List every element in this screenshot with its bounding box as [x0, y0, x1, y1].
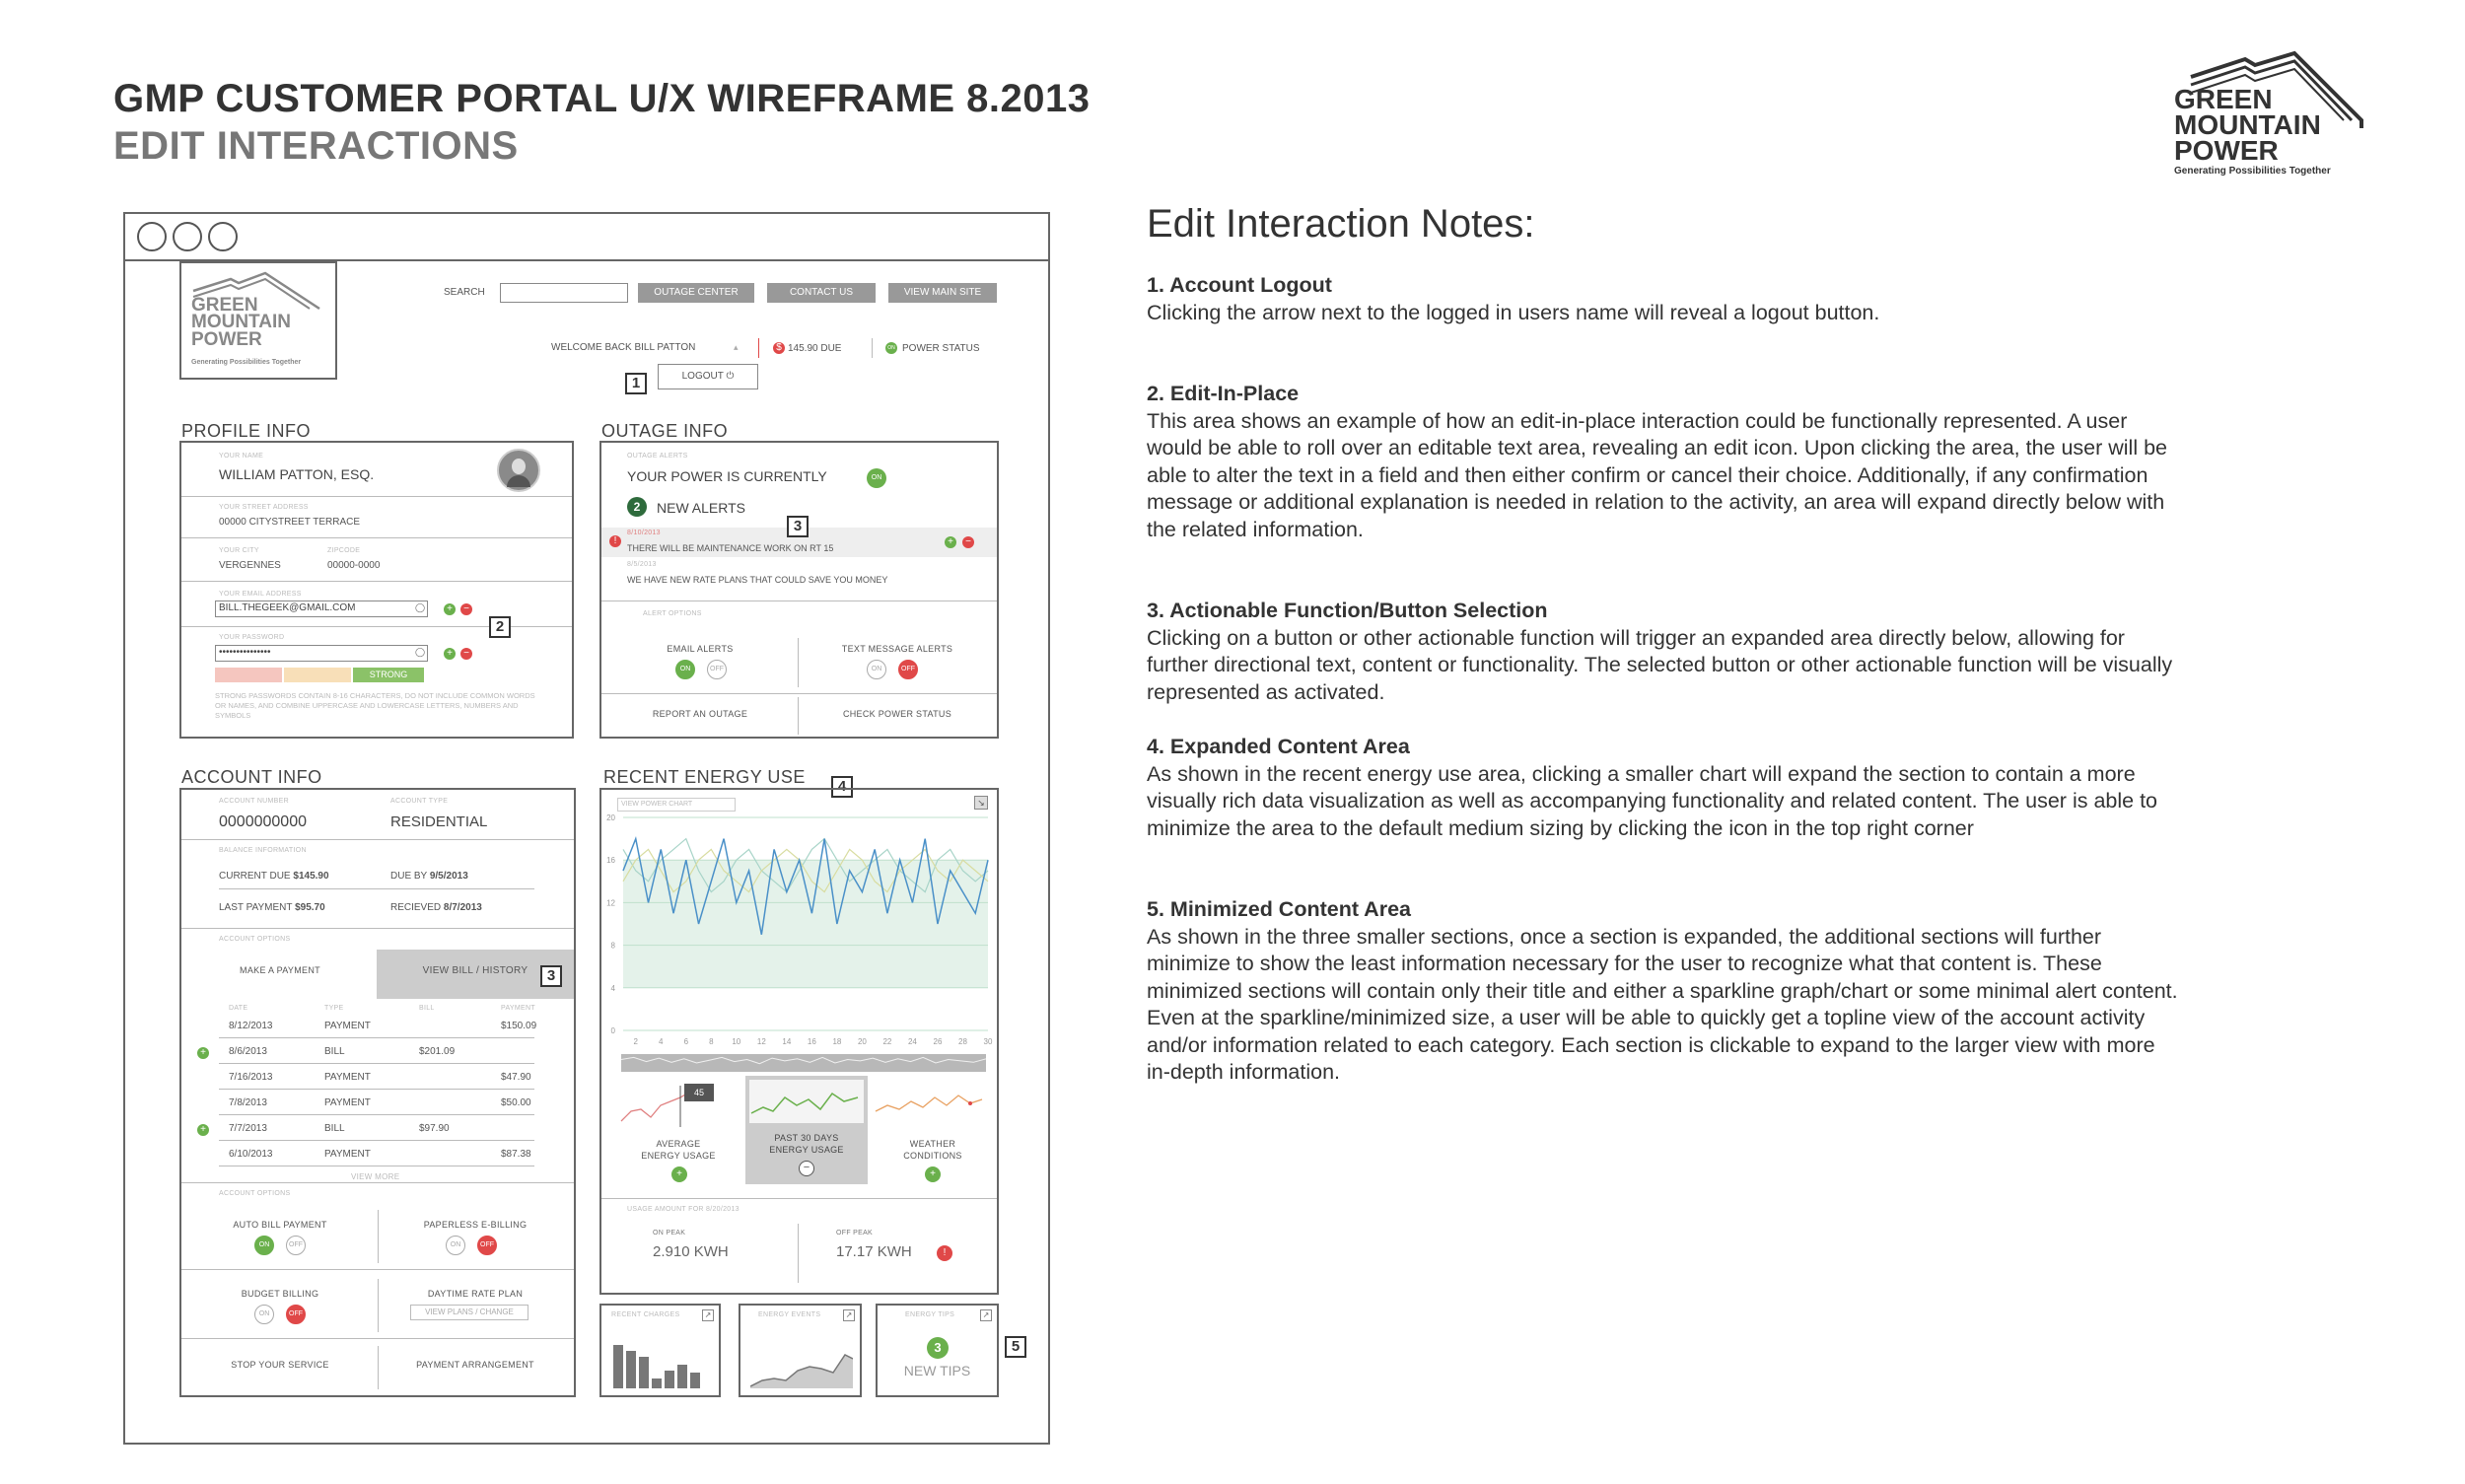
marker-3b: 3 [540, 965, 562, 987]
cancel-icon[interactable]: − [460, 603, 472, 615]
table-row-date: 6/10/2013 [229, 1149, 273, 1160]
past-30-days-tab[interactable] [745, 1076, 868, 1184]
table-row-payment: $50.00 [501, 1097, 531, 1108]
marker-4: 4 [831, 776, 853, 798]
note-title: 1. Account Logout [1147, 273, 1332, 297]
strength-bar-medium [284, 668, 351, 682]
on-peak-value: 2.910 KWH [653, 1243, 729, 1260]
note-body: As shown in the recent energy use area, clicking a smaller chart will expand the section to contain a more visually rich data visualization as well as accompanying functionality and related content. The user is able to minimize the area to the default medium sizing by clicking the icon in the top right corner [1147, 761, 2157, 840]
divider [758, 338, 759, 358]
search-label: SEARCH [444, 287, 485, 298]
email-alerts-off-toggle[interactable]: OFF [707, 660, 727, 679]
paperless-on-toggle[interactable]: ON [446, 1236, 465, 1255]
power-status-link[interactable]: POWER STATUS [902, 343, 980, 354]
due-by-value: 9/5/2013 [429, 871, 468, 882]
daytime-rate-label: DAYTIME RATE PLAN [427, 1289, 524, 1299]
col-type: TYPE [324, 1005, 344, 1012]
note-title: 5. Minimized Content Area [1147, 897, 1411, 921]
outage-section-title: OUTAGE INFO [601, 421, 729, 441]
weather-label-2: CONDITIONS [903, 1151, 962, 1161]
expand-icon[interactable]: + [671, 1166, 687, 1182]
outage-panel [599, 441, 999, 739]
password-label: YOUR PASSWORD [219, 634, 285, 641]
site-logo-line-2: MOUNTAIN [191, 312, 291, 333]
x-tick-label: 20 [857, 1037, 867, 1046]
due-amount[interactable]: 145.90 DUE [788, 343, 842, 354]
recent-charges-label: RECENT CHARGES [611, 1311, 680, 1318]
minimize-icon[interactable]: ↘ [974, 796, 988, 810]
energy-events-area-chart [750, 1351, 853, 1390]
email-value: BILL.THEGEEK@GMAIL.COM [219, 602, 356, 613]
off-peak-label: OFF PEAK [836, 1230, 874, 1237]
text-alerts-off-toggle[interactable]: OFF [898, 660, 918, 679]
marker-5: 5 [1005, 1336, 1026, 1358]
chart-range-slider[interactable] [621, 1054, 986, 1072]
page-title: GMP CUSTOMER PORTAL U/X WIREFRAME 8.2013 [113, 77, 1091, 120]
alert-icon: ! [609, 535, 621, 547]
make-payment-button[interactable]: MAKE A PAYMENT [240, 965, 320, 975]
note-expanded-content [1147, 734, 2182, 842]
table-row-bill: $97.90 [419, 1123, 450, 1134]
col-payment: PAYMENT [501, 1005, 535, 1012]
confirm-icon[interactable]: + [444, 648, 456, 660]
expand-corner-icon[interactable]: ↗ [980, 1309, 992, 1321]
cancel-icon[interactable]: − [460, 648, 472, 660]
edit-icon[interactable]: ◯ [415, 602, 426, 612]
expand-icon[interactable]: + [925, 1166, 941, 1182]
average-label-2: ENERGY USAGE [641, 1151, 716, 1161]
energy-line-chart[interactable] [601, 812, 997, 1048]
past-label-1: PAST 30 DAYS [774, 1133, 839, 1143]
strength-bar-weak [215, 668, 282, 682]
password-field[interactable] [215, 645, 428, 662]
paperless-label: PAPERLESS E-BILLING [423, 1220, 528, 1230]
account-section-title: ACCOUNT INFO [181, 767, 322, 787]
due-by-row [390, 871, 468, 882]
power-on-icon: ON [885, 342, 897, 354]
alert-options-label: ALERT OPTIONS [643, 610, 702, 617]
y-tick-label: 4 [610, 983, 615, 993]
x-tick-label: 26 [933, 1037, 943, 1046]
y-tick-label: 8 [610, 941, 615, 951]
note-minimized-content [1147, 896, 2182, 1087]
email-alerts-on-toggle[interactable]: ON [675, 660, 695, 679]
check-power-status-button[interactable]: CHECK POWER STATUS [842, 709, 952, 719]
account-type: RESIDENTIAL [390, 813, 488, 830]
stop-service-button[interactable]: STOP YOUR SERVICE [231, 1360, 329, 1370]
text-alerts-label: TEXT MESSAGE ALERTS [841, 644, 953, 654]
site-logo[interactable] [179, 261, 337, 380]
city-value[interactable]: VERGENNES [219, 560, 281, 571]
site-logo-line-1: GREEN [191, 295, 258, 316]
auto-bill-off-toggle[interactable]: OFF [286, 1236, 306, 1255]
x-tick-label: 4 [659, 1037, 664, 1046]
name-label: YOUR NAME [219, 453, 264, 459]
x-tick-label: 14 [782, 1037, 792, 1046]
password-hint: STRONG PASSWORDS CONTAIN 8-16 CHARACTERS, DO NOT INCLUDE COMMON WORDS OR NAMES, AND COMBINE UPPERCASE AND LOWERCASE LETTERS, NUMBERS AND SYMBOLS [215, 691, 535, 720]
view-main-site-button[interactable]: VIEW MAIN SITE [888, 283, 997, 303]
account-type-label: ACCOUNT TYPE [390, 798, 449, 805]
view-more-link[interactable]: VIEW MORE [351, 1172, 400, 1181]
range-sparkline [621, 1054, 986, 1072]
table-row-bill: $201.09 [419, 1046, 456, 1057]
x-tick-label: 8 [709, 1037, 714, 1046]
table-row-date: 8/12/2013 [229, 1021, 273, 1031]
marker-3: 3 [787, 516, 809, 537]
chart-band [623, 860, 988, 988]
table-row-date: 8/6/2013 [229, 1046, 267, 1057]
energy-section-title: RECENT ENERGY USE [603, 767, 806, 787]
x-tick-label: 24 [907, 1037, 917, 1046]
payment-arrangement-button[interactable]: PAYMENT ARRANGEMENT [416, 1360, 534, 1370]
due-by-label: DUE BY [390, 871, 428, 882]
avatar-face-icon [512, 459, 526, 474]
note-edit-in-place [1147, 381, 2182, 543]
table-row-type: PAYMENT [324, 1072, 371, 1083]
report-outage-button[interactable]: REPORT AN OUTAGE [652, 709, 748, 719]
weather-sparkline [874, 1082, 992, 1131]
balance-label: BALANCE INFORMATION [219, 847, 307, 854]
note-body: This area shows an example of how an edit-in-place interaction could be functionally represented. A user would be able to roll over an editable text area, revealing an edit icon. Upon clicking the area, the user will be able to alter the text in a field and then either confirm or cancel their choice. Additionally, if any confirmation message or additional explanation is needed in relation to the activity, an area will expand directly below with the related information. [1147, 408, 2168, 541]
recent-charges-bar-chart [611, 1341, 710, 1390]
table-row-type: PAYMENT [324, 1097, 371, 1108]
power-status-text: YOUR POWER IS CURRENTLY [627, 468, 827, 484]
alert2-text[interactable]: WE HAVE NEW RATE PLANS THAT COULD SAVE YOU MONEY [627, 575, 888, 585]
corner-logo [2174, 49, 2371, 177]
expand-row-icon[interactable]: + [197, 1047, 209, 1059]
zip-label: ZIPCODE [327, 547, 361, 554]
logo-tagline: Generating Possibilities Together [2174, 166, 2331, 177]
notes-heading: Edit Interaction Notes: [1147, 202, 1535, 246]
new-alerts-text[interactable]: NEW ALERTS [657, 500, 745, 516]
last-payment-row [219, 902, 325, 913]
y-tick-label: 16 [606, 856, 615, 866]
x-tick-label: 16 [807, 1037, 816, 1046]
energy-tips-label: ENERGY TIPS [905, 1311, 955, 1318]
paperless-off-toggle[interactable]: OFF [477, 1236, 497, 1255]
average-usage-sparkline [619, 1082, 738, 1131]
past-label-2: ENERGY USAGE [769, 1145, 844, 1155]
note-title: 3. Actionable Function/Button Selection [1147, 599, 1548, 622]
power-off-icon: ⏻ [726, 371, 735, 382]
profile-panel [179, 441, 574, 739]
view-bill-history-label: VIEW BILL / HISTORY [422, 965, 528, 976]
account-options-label-2: ACCOUNT OPTIONS [219, 1190, 291, 1197]
account-number: 0000000000 [219, 813, 307, 830]
off-peak-value: 17.17 KWH [836, 1243, 912, 1260]
note-actionable-function [1147, 598, 2182, 706]
note-account-logout [1147, 272, 2182, 326]
expand-corner-icon[interactable]: ↗ [843, 1309, 855, 1321]
received-row [390, 902, 482, 913]
past-30-days-sparkline [749, 1080, 864, 1123]
current-due-value: $145.90 [293, 871, 329, 882]
name-value[interactable]: WILLIAM PATTON, ESQ. [219, 466, 375, 482]
table-row-date: 7/8/2013 [229, 1097, 267, 1108]
x-tick-label: 10 [732, 1037, 741, 1046]
window-button-icon[interactable] [173, 222, 202, 251]
recent-charges-mini[interactable] [599, 1304, 721, 1397]
collapse-icon[interactable]: − [799, 1161, 814, 1176]
x-tick-label: 22 [882, 1037, 892, 1046]
city-label: YOUR CITY [219, 547, 259, 554]
site-logo-line-3: POWER [191, 328, 262, 350]
last-payment-value: $95.70 [295, 902, 325, 913]
note-title: 4. Expanded Content Area [1147, 735, 1410, 758]
table-row-type: BILL [324, 1123, 345, 1134]
alert1-text[interactable]: THERE WILL BE MAINTENANCE WORK ON RT 15 [627, 543, 834, 553]
table-row-payment: $150.09 [501, 1021, 537, 1031]
profile-section-title: PROFILE INFO [181, 421, 312, 441]
energy-tips-mini[interactable] [876, 1304, 999, 1397]
new-tips-text: NEW TIPS [903, 1363, 971, 1378]
energy-events-mini[interactable] [739, 1304, 862, 1397]
x-tick-label: 18 [832, 1037, 842, 1046]
site-logo-tagline: Generating Possibilities Together [191, 359, 302, 366]
energy-events-label: ENERGY EVENTS [758, 1311, 821, 1318]
email-field[interactable] [215, 601, 428, 617]
tips-count-badge: 3 [927, 1337, 949, 1359]
table-row-payment: $47.90 [501, 1072, 531, 1083]
power-on-icon: ON [867, 468, 886, 488]
table-row-type: PAYMENT [324, 1149, 371, 1160]
logout-label: LOGOUT [681, 371, 724, 382]
table-row-type: PAYMENT [324, 1021, 371, 1031]
outage-center-button[interactable]: OUTAGE CENTER [638, 283, 754, 303]
auto-bill-label: AUTO BILL PAYMENT [233, 1220, 327, 1230]
expand-corner-icon[interactable]: ↗ [702, 1309, 714, 1321]
current-due-label: CURRENT DUE [219, 871, 291, 882]
email-label: YOUR EMAIL ADDRESS [219, 591, 302, 598]
window-button-icon[interactable] [137, 222, 167, 251]
avatar [497, 449, 540, 492]
alert1-date: 8/10/2013 [627, 530, 661, 536]
col-bill: BILL [419, 1005, 435, 1012]
note-body: As shown in the three smaller sections, once a section is expanded, the additional sections will further minimize to show the least information necessary for the user to recognize what that content is. These minimized sections will contain only their title and either a sparkline graph/chart or some minimal alert content. Even at the sparkline/minimized size, a user will be able to quickly get a topline view of the account activity and/or information related to each category. Each section is clickable to expand to the larger view with more in-depth information. [1147, 924, 2178, 1084]
confirm-icon[interactable]: + [945, 536, 956, 548]
wireframe-browser [123, 212, 1050, 1445]
browser-bar [125, 214, 1048, 261]
usage-amount-label: USAGE AMOUNT FOR 8/20/2013 [627, 1206, 740, 1213]
alert-count-badge: 2 [627, 497, 647, 517]
x-tick-label: 30 [983, 1037, 993, 1046]
col-date: DATE [229, 1005, 248, 1012]
budget-billing-label: BUDGET BILLING [241, 1289, 319, 1299]
note-body: Clicking on a button or other actionable function will trigger an expanded area directly below, allowing for further directional text, content or functionality. The selected button or other actionable function will be visually represented as activated. [1147, 625, 2173, 704]
zip-value[interactable]: 00000-0000 [327, 560, 381, 571]
current-due-row [219, 871, 329, 882]
view-plans-button[interactable]: VIEW PLANS / CHANGE [410, 1305, 528, 1320]
divider [872, 338, 873, 358]
energy-panel [599, 788, 999, 1295]
email-alerts-label: EMAIL ALERTS [667, 644, 734, 654]
avatar-body-icon [507, 475, 530, 487]
marker-1: 1 [625, 373, 647, 394]
x-tick-label: 2 [633, 1037, 638, 1046]
note-body: Clicking the arrow next to the logged in users name will reveal a logout button. [1147, 300, 1880, 324]
table-row-date: 7/7/2013 [229, 1123, 267, 1134]
table-row-date: 7/16/2013 [229, 1072, 273, 1083]
weather-label-1: WEATHER [909, 1139, 956, 1149]
weather-conditions-tab[interactable] [874, 1082, 992, 1190]
logout-button[interactable] [658, 364, 758, 389]
y-tick-label: 20 [606, 813, 615, 822]
alert-icon: ! [937, 1245, 952, 1261]
auto-bill-on-toggle[interactable]: ON [254, 1236, 274, 1255]
password-value: ••••••••••••••• [219, 647, 271, 658]
welcome-text: WELCOME BACK BILL PATTON [551, 342, 696, 353]
text-alerts-on-toggle[interactable]: ON [867, 660, 886, 679]
search-input[interactable] [500, 283, 628, 303]
x-tick-label: 6 [683, 1037, 689, 1046]
budget-on-toggle[interactable]: ON [254, 1305, 274, 1324]
logo-line-3: POWER [2174, 134, 2279, 166]
value-tooltip: 45 [684, 1084, 714, 1101]
account-options-label: ACCOUNT OPTIONS [219, 936, 291, 943]
alert2-date: 8/5/2013 [627, 561, 657, 568]
confirm-icon[interactable]: + [444, 603, 456, 615]
account-number-label: ACCOUNT NUMBER [219, 798, 289, 805]
dollar-icon: $ [773, 342, 785, 354]
logo-line-1: GREEN [2174, 84, 2273, 114]
edit-icon[interactable]: ◯ [415, 647, 426, 657]
account-panel [179, 788, 576, 1397]
last-payment-label: LAST PAYMENT [219, 902, 293, 913]
received-label: RECIEVED [390, 902, 442, 913]
street-value[interactable]: 00000 CITYSTREET TERRACE [219, 517, 361, 528]
street-label: YOUR STREET ADDRESS [219, 504, 309, 511]
chart-type-dropdown[interactable]: VIEW POWER CHART [617, 798, 736, 812]
user-menu-arrow-icon[interactable]: ▴ [734, 342, 739, 352]
y-tick-label: 0 [610, 1026, 615, 1035]
table-row-type: BILL [324, 1046, 345, 1057]
contact-us-button[interactable]: CONTACT US [767, 283, 876, 303]
cancel-icon[interactable]: − [962, 536, 974, 548]
table-row-payment: $87.38 [501, 1149, 531, 1160]
page-subtitle: EDIT INTERACTIONS [113, 124, 519, 168]
logo-line-2: MOUNTAIN [2174, 108, 2321, 140]
received-value: 8/7/2013 [443, 902, 482, 913]
average-label-1: AVERAGE [656, 1139, 701, 1149]
expand-row-icon[interactable]: + [197, 1124, 209, 1136]
y-tick-label: 12 [606, 898, 615, 908]
x-tick-label: 12 [756, 1037, 766, 1046]
window-button-icon[interactable] [208, 222, 238, 251]
note-title: 2. Edit-In-Place [1147, 382, 1300, 405]
x-tick-label: 28 [958, 1037, 967, 1046]
strength-bar-strong: STRONG [353, 668, 424, 682]
budget-off-toggle[interactable]: OFF [286, 1305, 306, 1324]
outage-alerts-label: OUTAGE ALERTS [627, 453, 688, 459]
on-peak-label: ON PEAK [653, 1230, 686, 1237]
sparkline-bg [749, 1080, 864, 1123]
average-usage-tab[interactable] [619, 1082, 738, 1190]
marker-2: 2 [489, 616, 511, 638]
